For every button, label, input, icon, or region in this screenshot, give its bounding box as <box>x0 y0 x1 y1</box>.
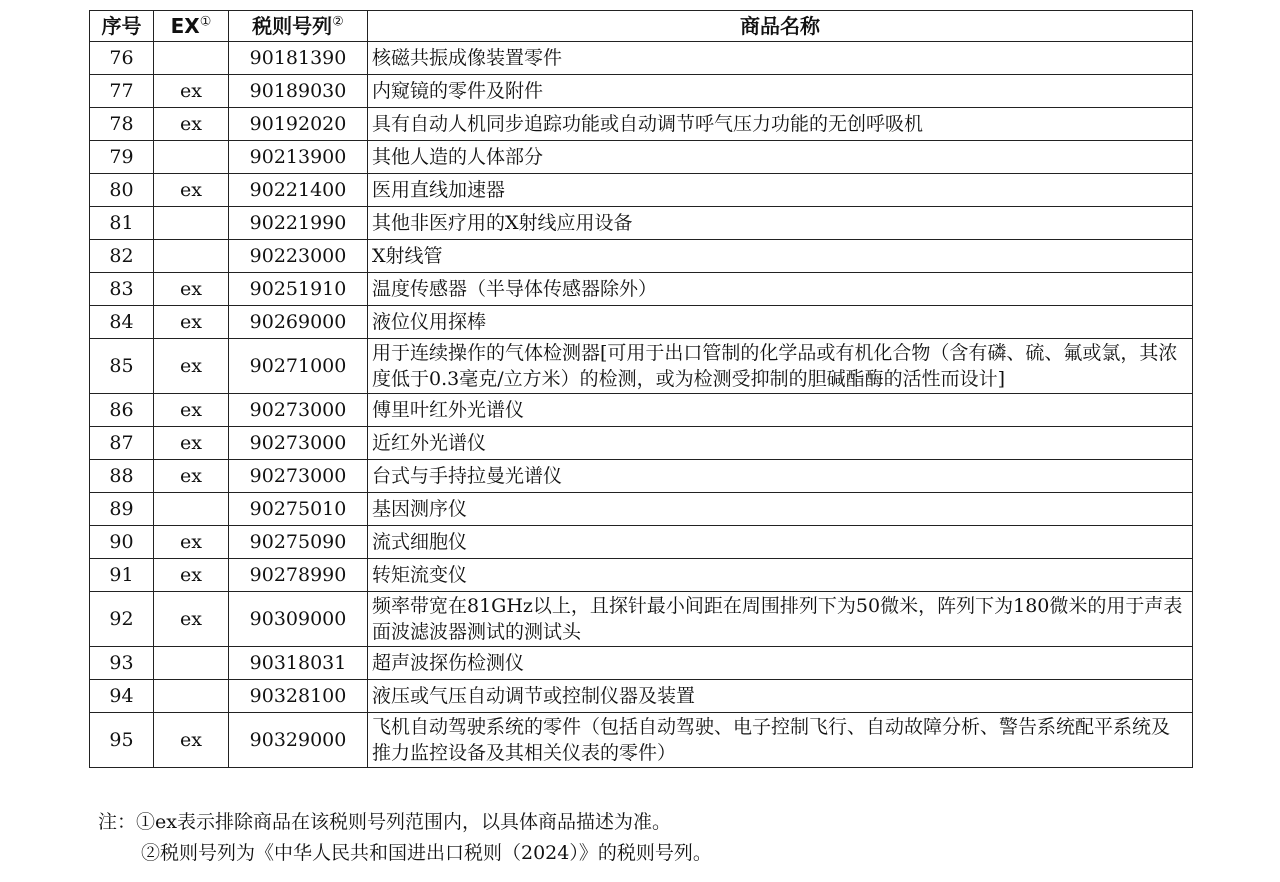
table-row <box>90 240 1193 273</box>
header-ex <box>154 11 229 42</box>
cell-seq: 76 <box>90 42 154 75</box>
header-name-label: 商品名称 <box>740 14 820 38</box>
cell-name: 医用直线加速器 <box>368 174 1193 207</box>
cell-seq: 95 <box>90 713 154 768</box>
table-row <box>90 207 1193 240</box>
cell-seq: 84 <box>90 306 154 339</box>
cell-code: 90275010 <box>229 493 368 526</box>
cell-seq: 81 <box>90 207 154 240</box>
table-row <box>90 108 1193 141</box>
table-row <box>90 273 1193 306</box>
cell-ex: ex <box>154 339 229 394</box>
footnote-text-2: ②税则号列为《中华人民共和国进出口税则（2024）》的税则号列。 <box>141 842 712 864</box>
cell-seq: 78 <box>90 108 154 141</box>
table-row <box>90 592 1193 647</box>
cell-ex: ex <box>154 394 229 427</box>
cell-seq: 93 <box>90 647 154 680</box>
table-row <box>90 75 1193 108</box>
table-row <box>90 713 1193 768</box>
cell-code: 90309000 <box>229 592 368 647</box>
cell-name: 台式与手持拉曼光谱仪 <box>368 460 1193 493</box>
cell-ex <box>154 493 229 526</box>
cell-ex: ex <box>154 526 229 559</box>
cell-seq: 86 <box>90 394 154 427</box>
footnote-mark-1: ① <box>199 14 212 30</box>
cell-code: 90269000 <box>229 306 368 339</box>
cell-code: 90251910 <box>229 273 368 306</box>
cell-code: 90223000 <box>229 240 368 273</box>
header-name <box>368 11 1193 42</box>
cell-ex: ex <box>154 592 229 647</box>
table-row <box>90 394 1193 427</box>
cell-ex: ex <box>154 460 229 493</box>
cell-code: 90221400 <box>229 174 368 207</box>
cell-ex <box>154 680 229 713</box>
cell-name: 基因测序仪 <box>368 493 1193 526</box>
cell-seq: 88 <box>90 460 154 493</box>
cell-ex: ex <box>154 108 229 141</box>
table-row <box>90 460 1193 493</box>
cell-seq: 90 <box>90 526 154 559</box>
cell-ex: ex <box>154 174 229 207</box>
cell-code: 90181390 <box>229 42 368 75</box>
cell-ex <box>154 141 229 174</box>
cell-ex <box>154 207 229 240</box>
cell-code: 90273000 <box>229 427 368 460</box>
header-code-label: 税则号列 <box>252 14 333 38</box>
cell-seq: 83 <box>90 273 154 306</box>
cell-seq: 92 <box>90 592 154 647</box>
cell-ex: ex <box>154 75 229 108</box>
header-code <box>229 11 368 42</box>
cell-ex <box>154 240 229 273</box>
cell-ex: ex <box>154 306 229 339</box>
table-row <box>90 42 1193 75</box>
cell-name: 转矩流变仪 <box>368 559 1193 592</box>
cell-seq: 80 <box>90 174 154 207</box>
cell-code: 90329000 <box>229 713 368 768</box>
cell-name: 用于连续操作的气体检测器[可用于出口管制的化学品或有机化合物（含有磷、硫、氟或氯，其浓度低于0.3毫克/立方米）的检测，或为检测受抑制的胆碱酯酶的活性而设计] <box>368 339 1193 394</box>
header-ex-label: EX <box>170 14 200 38</box>
cell-seq: 89 <box>90 493 154 526</box>
tariff-table <box>89 10 1193 768</box>
footnote-line-1 <box>98 807 712 838</box>
cell-code: 90189030 <box>229 75 368 108</box>
cell-name: 其他人造的人体部分 <box>368 141 1193 174</box>
cell-name: X射线管 <box>368 240 1193 273</box>
cell-code: 90318031 <box>229 647 368 680</box>
table-row <box>90 493 1193 526</box>
table-row <box>90 427 1193 460</box>
header-seq <box>90 11 154 42</box>
table-row <box>90 680 1193 713</box>
cell-name: 近红外光谱仪 <box>368 427 1193 460</box>
cell-code: 90273000 <box>229 460 368 493</box>
cell-name: 具有自动人机同步追踪功能或自动调节呼气压力功能的无创呼吸机 <box>368 108 1193 141</box>
cell-name: 液压或气压自动调节或控制仪器及装置 <box>368 680 1193 713</box>
table-row <box>90 141 1193 174</box>
cell-name: 超声波探伤检测仪 <box>368 647 1193 680</box>
cell-code: 90273000 <box>229 394 368 427</box>
cell-ex: ex <box>154 273 229 306</box>
table-row <box>90 306 1193 339</box>
cell-name: 温度传感器（半导体传感器除外） <box>368 273 1193 306</box>
table-row <box>90 559 1193 592</box>
cell-name: 液位仪用探棒 <box>368 306 1193 339</box>
cell-name: 流式细胞仪 <box>368 526 1193 559</box>
cell-name: 飞机自动驾驶系统的零件（包括自动驾驶、电子控制飞行、自动故障分析、警告系统配平系统及推力监控设备及其相关仪表的零件） <box>368 713 1193 768</box>
cell-name: 傅里叶红外光谱仪 <box>368 394 1193 427</box>
cell-ex: ex <box>154 559 229 592</box>
cell-name: 其他非医疗用的X射线应用设备 <box>368 207 1193 240</box>
cell-code: 90328100 <box>229 680 368 713</box>
cell-name: 频率带宽在81GHz以上，且探针最小间距在周围排列下为50微米，阵列下为180微米的用于声表面波滤波器测试的测试头 <box>368 592 1193 647</box>
cell-seq: 87 <box>90 427 154 460</box>
cell-seq: 91 <box>90 559 154 592</box>
cell-ex <box>154 647 229 680</box>
footnote-line-2 <box>98 838 712 869</box>
cell-code: 90275090 <box>229 526 368 559</box>
table-row <box>90 526 1193 559</box>
cell-seq: 82 <box>90 240 154 273</box>
cell-seq: 79 <box>90 141 154 174</box>
cell-ex: ex <box>154 713 229 768</box>
cell-code: 90213900 <box>229 141 368 174</box>
cell-seq: 77 <box>90 75 154 108</box>
cell-ex <box>154 42 229 75</box>
table-row <box>90 647 1193 680</box>
cell-seq: 85 <box>90 339 154 394</box>
cell-code: 90221990 <box>229 207 368 240</box>
footnote-text-1: ①ex表示排除商品在该税则号列范围内，以具体商品描述为准。 <box>136 811 671 833</box>
cell-code: 90271000 <box>229 339 368 394</box>
table-header-row <box>90 11 1193 42</box>
cell-code: 90192020 <box>229 108 368 141</box>
cell-ex: ex <box>154 427 229 460</box>
footnotes <box>98 807 712 869</box>
footnote-mark-2: ② <box>332 14 344 30</box>
cell-seq: 94 <box>90 680 154 713</box>
table-row <box>90 174 1193 207</box>
cell-code: 90278990 <box>229 559 368 592</box>
header-seq-label: 序号 <box>101 14 142 38</box>
footnote-prefix: 注： <box>98 811 137 833</box>
table-body <box>90 42 1193 768</box>
table-row <box>90 339 1193 394</box>
cell-name: 内窥镜的零件及附件 <box>368 75 1193 108</box>
cell-name: 核磁共振成像装置零件 <box>368 42 1193 75</box>
